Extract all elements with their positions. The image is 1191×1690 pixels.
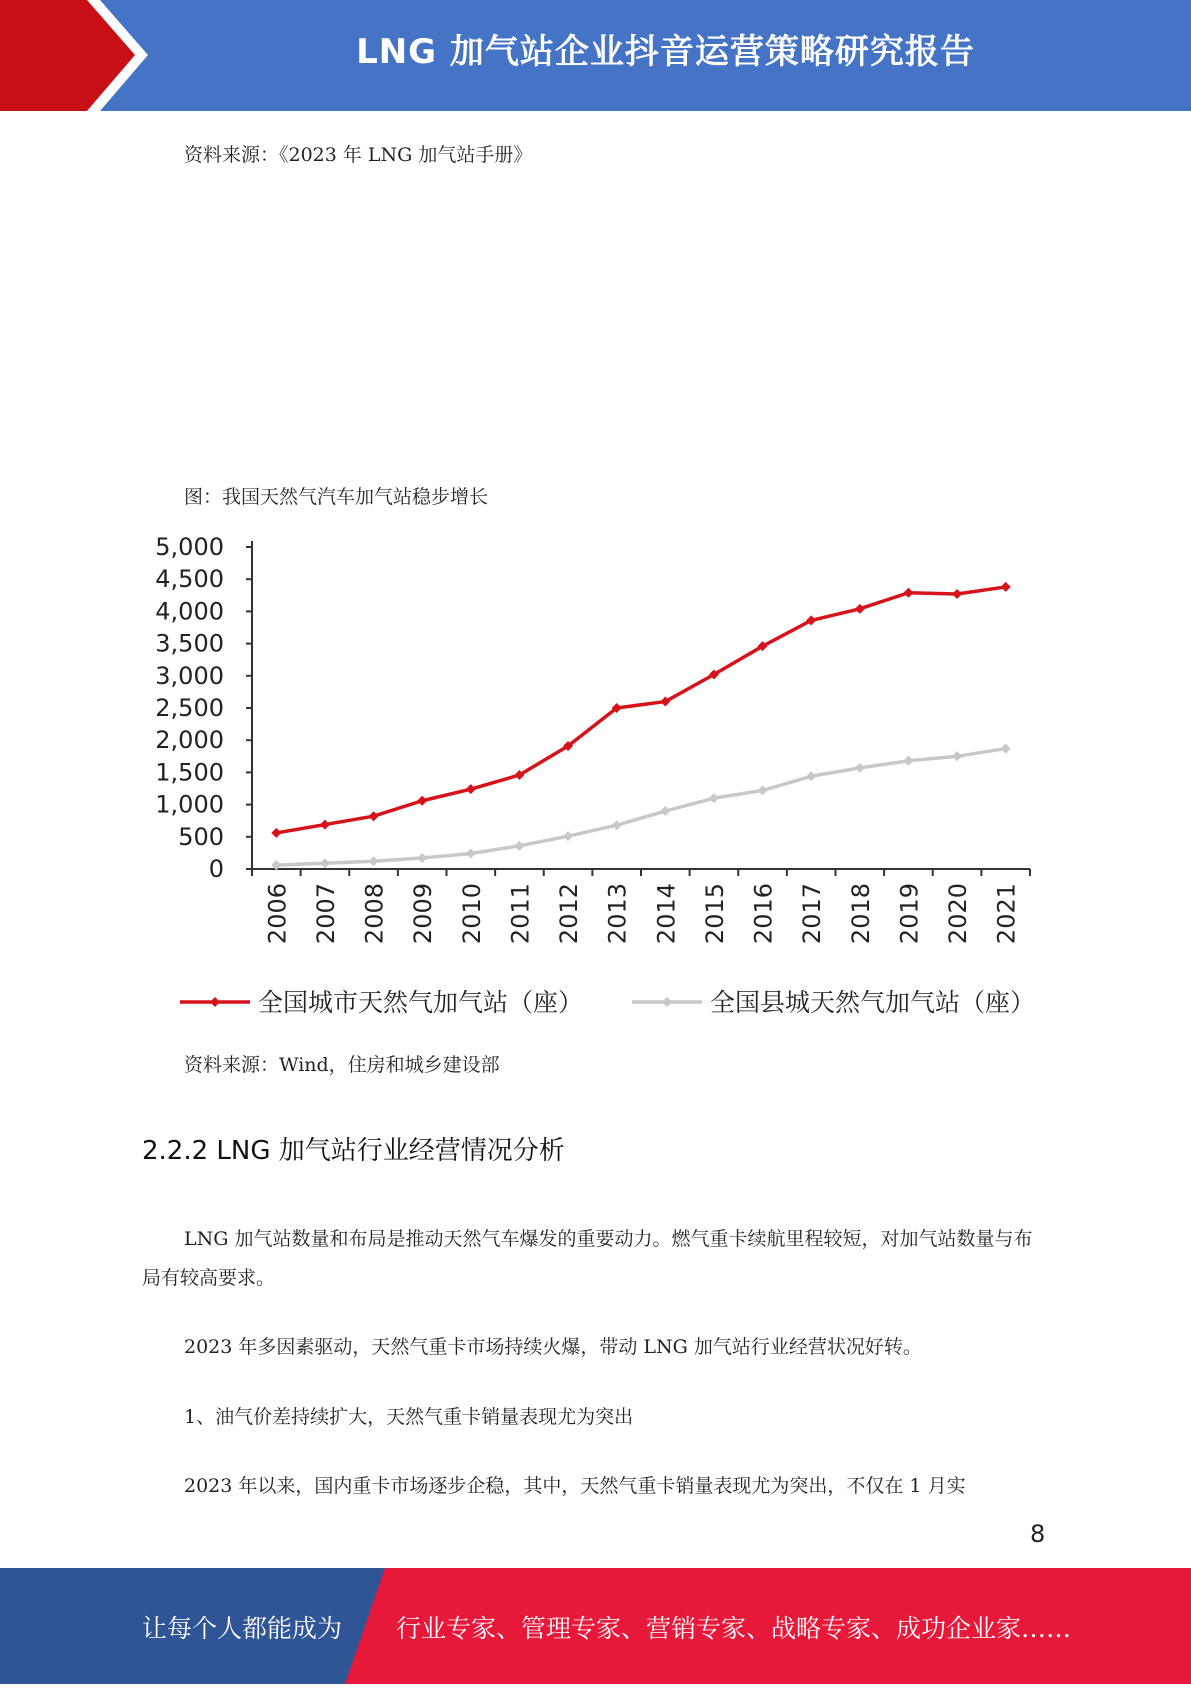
x-tick-label: 2011 [506, 883, 535, 945]
figure-caption: 图：我国天然气汽车加气站稳步增长 [184, 486, 489, 508]
y-tick-label: 3,500 [155, 629, 224, 658]
y-tick-label: 4,500 [155, 565, 224, 594]
legend-label-2: 全国县城天然气加气站（座） [710, 988, 1036, 1017]
x-tick-label: 2016 [749, 883, 778, 945]
paragraph-1: LNG 加气站数量和布局是推动天然气车爆发的重要动力。燃气重卡续航里程较短，对加气站数量与布局有较高要求。 [142, 1228, 1033, 1289]
x-tick-label: 2010 [457, 883, 486, 945]
x-tick-label: 2007 [311, 883, 340, 945]
data-point [369, 811, 379, 821]
data-point [806, 771, 816, 781]
x-tick-label: 2013 [603, 883, 632, 945]
data-point [758, 785, 768, 795]
x-tick-label: 2014 [652, 883, 681, 945]
paragraph-3: 1、油气价差持续扩大，天然气重卡销量表现尤为突出 [184, 1406, 634, 1428]
line-chart [150, 525, 1050, 1030]
x-tick-label: 2017 [798, 883, 827, 945]
data-point [369, 856, 379, 866]
data-point [514, 841, 524, 851]
y-tick-label: 4,000 [155, 597, 224, 626]
data-point [903, 756, 913, 766]
page-footer [0, 1568, 1191, 1684]
data-point [320, 858, 330, 868]
y-tick-label: 1,000 [155, 790, 224, 819]
paragraph-4: 2023 年以来，国内重卡市场逐步企稳，其中，天然气重卡销量表现尤为突出，不仅在 1 月实 [184, 1475, 966, 1497]
y-tick-label: 500 [178, 822, 224, 851]
source-note-wind: 资料来源：Wind，住房和城乡建设部 [184, 1054, 500, 1076]
source-note-manual: 资料来源：《2023 年 LNG 加气站手册》 [184, 144, 533, 166]
data-point [320, 820, 330, 830]
x-tick-label: 2020 [944, 883, 973, 945]
data-point [417, 853, 427, 863]
footer-roles: 行业专家、管理专家、营销专家、战略专家、成功企业家…… [396, 1614, 1072, 1643]
y-tick-label: 0 [208, 855, 224, 883]
data-point [952, 751, 962, 761]
x-tick-label: 2021 [992, 883, 1021, 945]
data-point [1001, 744, 1011, 754]
y-tick-label: 2,000 [155, 726, 224, 755]
page-number: 8 [1030, 1520, 1046, 1548]
x-tick-label: 2018 [846, 883, 875, 945]
header-red-chevron-icon [0, 0, 150, 111]
data-point [466, 849, 476, 859]
y-tick-label: 5,000 [155, 533, 224, 561]
data-point [855, 763, 865, 773]
x-tick-label: 2012 [555, 883, 584, 945]
legend-label-1: 全国城市天然气加气站（座） [258, 988, 584, 1017]
legend-marker-1 [210, 997, 220, 1007]
report-title: LNG 加气站企业抖音运营策略研究报告 [356, 32, 975, 72]
data-point [709, 793, 719, 803]
y-tick-label: 1,500 [155, 758, 224, 787]
data-point [660, 806, 670, 816]
x-tick-label: 2009 [409, 883, 438, 945]
y-tick-label: 3,000 [155, 661, 224, 690]
x-tick-label: 2008 [360, 883, 389, 945]
data-point [952, 589, 962, 599]
y-tick-label: 2,500 [155, 694, 224, 722]
data-point [855, 604, 865, 614]
series-line-1 [276, 587, 1005, 833]
data-point [612, 820, 622, 830]
data-point [563, 831, 573, 841]
paragraph-2: 2023 年多因素驱动，天然气重卡市场持续火爆，带动 LNG 加气站行业经营状况好转。 [184, 1336, 922, 1358]
data-point [417, 796, 427, 806]
x-tick-label: 2019 [895, 883, 924, 945]
data-point [466, 784, 476, 794]
data-point [903, 588, 913, 598]
section-heading: 2.2.2 LNG 加气站行业经营情况分析 [142, 1136, 565, 1166]
footer-slogan: 让每个人都能成为 [142, 1614, 343, 1643]
legend-marker-2 [662, 997, 672, 1007]
data-point [1001, 582, 1011, 592]
series-line-2 [276, 749, 1005, 866]
data-point [271, 828, 281, 838]
x-tick-label: 2015 [700, 883, 729, 945]
x-tick-label: 2006 [263, 883, 292, 945]
page-header [0, 0, 1191, 111]
